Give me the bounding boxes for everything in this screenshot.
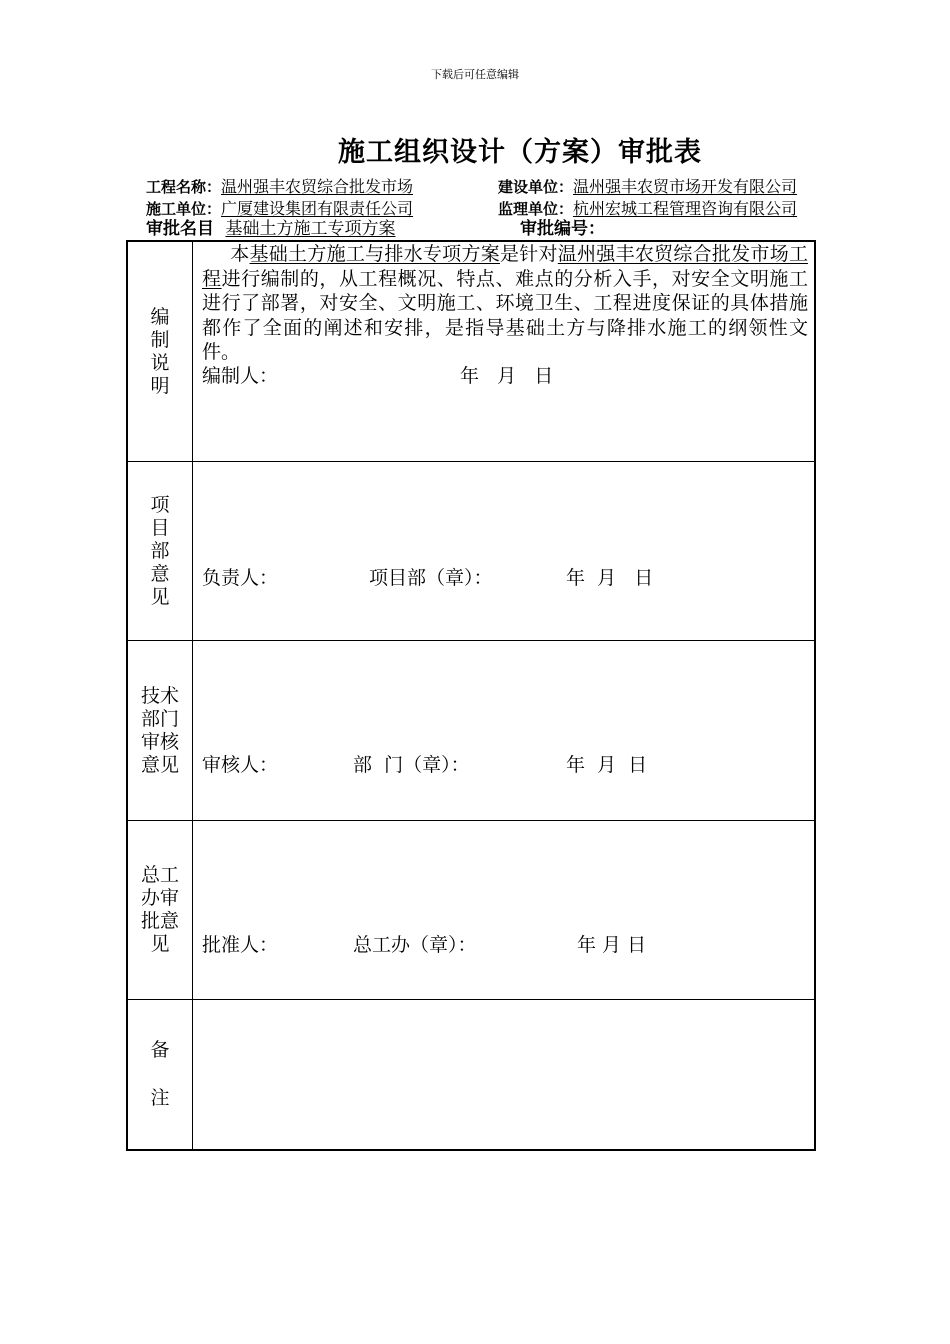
project-dept-stamp: 项目部（章）： (369, 567, 493, 589)
project-dept-signer: 负责人： (202, 567, 279, 589)
approval-name-field (146, 218, 395, 240)
chief-office-stamp: 总工办（章）： (353, 934, 477, 956)
prep-notes-text: 本基础土方施工与排水专项方案是针对温州强丰农贸综合批发市场工程进行编制的，从工程概况、特点、难点的分析入手，对安全文明施工进行了部署，对安全、文明施工、环境卫生、工程进度保证的具体措施都作了全面的阐述和安排，是指导基础土方与降排水施工的纲领性文件。 (202, 243, 808, 363)
project-dept-opinion-label: 项 目 部 意 见 (150, 493, 170, 608)
supervisor-field (498, 199, 797, 219)
project-name-field (146, 177, 413, 197)
row-divider (126, 999, 816, 1000)
page-title: 施工组织设计（方案）审批表 (338, 137, 702, 168)
preparer-date: 年 月 日 (460, 365, 554, 387)
tech-dept-date: 年 月 日 (566, 754, 648, 776)
project-name-label: 工程名称： (146, 178, 222, 196)
approval-number-label: 审批编号： (520, 219, 605, 239)
approval-name-label: 审批名目 (146, 219, 214, 239)
remarks-label: 备 注 (150, 1039, 170, 1109)
approval-name-value: 基础土方施工专项方案 (225, 219, 396, 239)
contractor-field (146, 199, 413, 219)
project-dept-date: 年 月 日 (566, 567, 654, 589)
plan-name-link: 基础土方施工与排水专项方案 (249, 243, 500, 265)
tech-dept-signer: 审核人： (202, 754, 279, 776)
approval-number-field (520, 218, 605, 240)
supervisor-label: 监理单位： (498, 200, 574, 218)
project-name-link: 温州强丰农贸综合批发市场工程 (202, 243, 808, 290)
header-note: 下载后可任意编辑 (431, 68, 519, 81)
project-name-value: 温州强丰农贸综合批发市场 (221, 177, 414, 196)
builder-value: 温州强丰农贸市场开发有限公司 (573, 177, 798, 196)
chief-office-signer: 批准人： (202, 934, 279, 956)
chief-office-date: 年 月 日 (577, 934, 647, 956)
contractor-label: 施工单位： (146, 200, 222, 218)
row-divider (126, 820, 816, 821)
row-divider (126, 640, 816, 641)
tech-dept-opinion-label: 技术 部门 审核 意见 (140, 684, 179, 776)
builder-field (498, 177, 797, 197)
preparer-signature: 编制人： (202, 365, 279, 387)
contractor-value: 广厦建设集团有限责任公司 (221, 199, 414, 218)
table-column-divider (192, 240, 193, 1151)
chief-office-opinion-label: 总工 办审 批意 见 (140, 864, 179, 955)
prep-notes-label: 编 制 说 明 (150, 305, 170, 397)
supervisor-value: 杭州宏城工程管理咨询有限公司 (573, 199, 798, 218)
row-divider (126, 461, 816, 462)
tech-dept-stamp: 部 门（章）： (353, 754, 470, 776)
builder-label: 建设单位： (498, 178, 574, 196)
